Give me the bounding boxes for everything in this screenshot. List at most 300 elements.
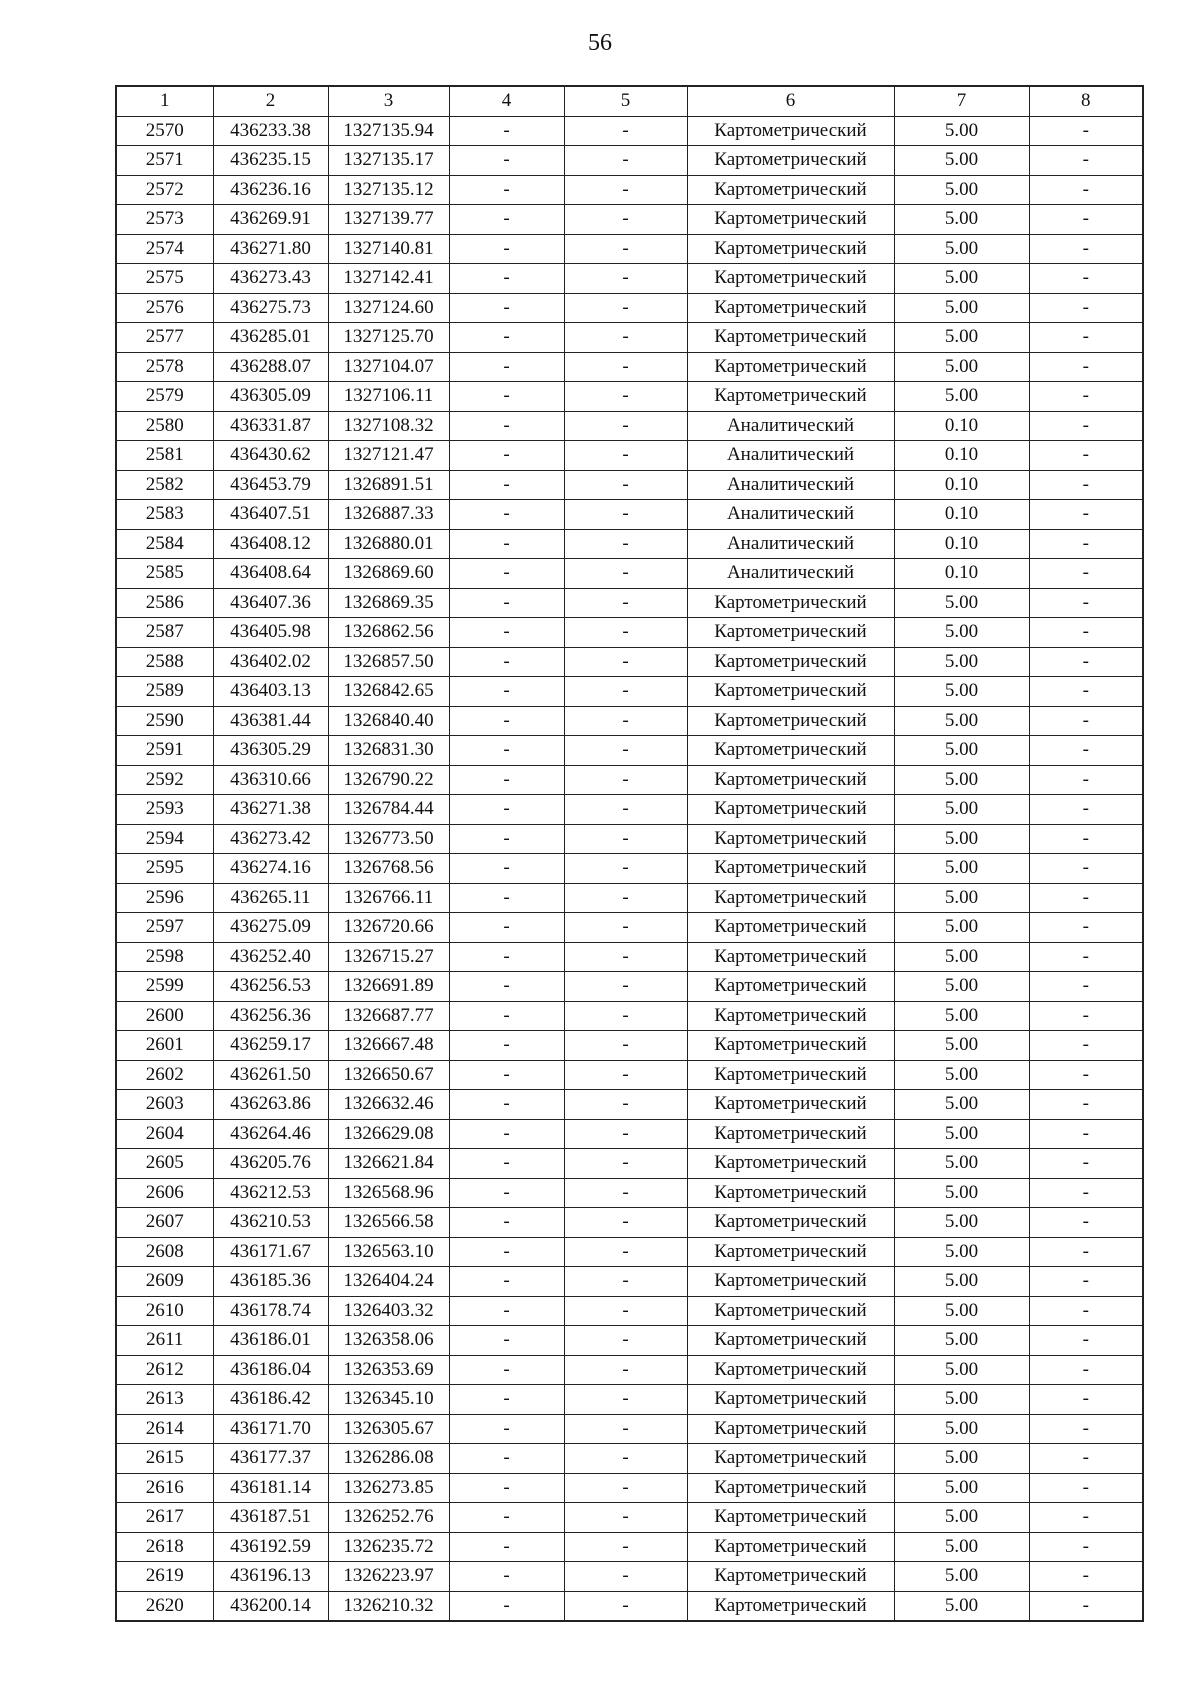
y-coordinate-cell: 1326773.50 [328,824,449,854]
x-coordinate-cell: 436212.53 [213,1178,328,1208]
y-coordinate-cell: 1326667.48 [328,1031,449,1061]
accuracy-cell: 5.00 [894,323,1029,353]
table-body [116,116,1143,1621]
accuracy-cell: 0.10 [894,411,1029,441]
accuracy-cell: 5.00 [894,1532,1029,1562]
col5-cell: - [564,736,687,766]
table-row [116,677,1143,707]
x-coordinate-cell: 436274.16 [213,854,328,884]
accuracy-cell: 5.00 [894,1503,1029,1533]
point-number-cell: 2602 [116,1060,213,1090]
col8-cell: - [1029,677,1143,707]
accuracy-cell: 5.00 [894,1208,1029,1238]
accuracy-cell: 5.00 [894,765,1029,795]
table-row [116,913,1143,943]
method-cell: Картометрический [687,824,894,854]
y-coordinate-cell: 1327104.07 [328,352,449,382]
y-coordinate-cell: 1326766.11 [328,883,449,913]
accuracy-cell: 5.00 [894,1326,1029,1356]
y-coordinate-cell: 1326869.35 [328,588,449,618]
col4-cell: - [449,1001,564,1031]
method-cell: Аналитический [687,559,894,589]
point-number-cell: 2603 [116,1090,213,1120]
point-number-cell: 2609 [116,1267,213,1297]
col5-cell: - [564,234,687,264]
col8-cell: - [1029,1562,1143,1592]
col5-cell: - [564,146,687,176]
col5-cell: - [564,1532,687,1562]
accuracy-cell: 5.00 [894,146,1029,176]
x-coordinate-cell: 436405.98 [213,618,328,648]
method-cell: Картометрический [687,854,894,884]
col4-cell: - [449,1414,564,1444]
col8-cell: - [1029,205,1143,235]
accuracy-cell: 5.00 [894,1090,1029,1120]
x-coordinate-cell: 436186.04 [213,1355,328,1385]
x-coordinate-cell: 436186.42 [213,1385,328,1415]
col4-cell: - [449,411,564,441]
point-number-cell: 2574 [116,234,213,264]
y-coordinate-cell: 1326223.97 [328,1562,449,1592]
table-row [116,1414,1143,1444]
col8-cell: - [1029,1267,1143,1297]
table-row [116,1562,1143,1592]
col4-cell: - [449,736,564,766]
table-row [116,1119,1143,1149]
col8-cell: - [1029,942,1143,972]
method-cell: Картометрический [687,175,894,205]
accuracy-cell: 5.00 [894,736,1029,766]
y-coordinate-cell: 1327142.41 [328,264,449,294]
table-row [116,854,1143,884]
col5-cell: - [564,588,687,618]
table-header-row [116,86,1143,116]
table-row [116,1060,1143,1090]
table-row [116,559,1143,589]
x-coordinate-cell: 436403.13 [213,677,328,707]
point-number-cell: 2592 [116,765,213,795]
column-header: 1 [116,86,213,116]
x-coordinate-cell: 436171.67 [213,1237,328,1267]
accuracy-cell: 5.00 [894,1414,1029,1444]
y-coordinate-cell: 1327140.81 [328,234,449,264]
col5-cell: - [564,264,687,294]
x-coordinate-cell: 436310.66 [213,765,328,795]
col5-cell: - [564,529,687,559]
point-number-cell: 2589 [116,677,213,707]
table-row [116,1001,1143,1031]
accuracy-cell: 5.00 [894,382,1029,412]
col8-cell: - [1029,1385,1143,1415]
col5-cell: - [564,116,687,146]
col8-cell: - [1029,1119,1143,1149]
col4-cell: - [449,1532,564,1562]
x-coordinate-cell: 436259.17 [213,1031,328,1061]
table-row [116,234,1143,264]
point-number-cell: 2599 [116,972,213,1002]
y-coordinate-cell: 1327139.77 [328,205,449,235]
y-coordinate-cell: 1326568.96 [328,1178,449,1208]
accuracy-cell: 5.00 [894,1444,1029,1474]
col5-cell: - [564,1031,687,1061]
col4-cell: - [449,1562,564,1592]
table-row [116,1031,1143,1061]
method-cell: Картометрический [687,264,894,294]
method-cell: Картометрический [687,1532,894,1562]
col4-cell: - [449,795,564,825]
y-coordinate-cell: 1326235.72 [328,1532,449,1562]
method-cell: Картометрический [687,706,894,736]
method-cell: Картометрический [687,293,894,323]
point-number-cell: 2570 [116,116,213,146]
x-coordinate-cell: 436233.38 [213,116,328,146]
col5-cell: - [564,1119,687,1149]
table-row [116,1267,1143,1297]
col4-cell: - [449,1296,564,1326]
y-coordinate-cell: 1326566.58 [328,1208,449,1238]
x-coordinate-cell: 436261.50 [213,1060,328,1090]
col4-cell: - [449,146,564,176]
col5-cell: - [564,500,687,530]
column-header: 5 [564,86,687,116]
table-row [116,411,1143,441]
point-number-cell: 2577 [116,323,213,353]
col5-cell: - [564,706,687,736]
table-row [116,1444,1143,1474]
col8-cell: - [1029,588,1143,618]
x-coordinate-cell: 436205.76 [213,1149,328,1179]
col4-cell: - [449,1149,564,1179]
col5-cell: - [564,323,687,353]
method-cell: Аналитический [687,411,894,441]
col5-cell: - [564,1178,687,1208]
table-row [116,1149,1143,1179]
accuracy-cell: 5.00 [894,972,1029,1002]
col8-cell: - [1029,1001,1143,1031]
method-cell: Картометрический [687,618,894,648]
y-coordinate-cell: 1326887.33 [328,500,449,530]
y-coordinate-cell: 1326831.30 [328,736,449,766]
col8-cell: - [1029,293,1143,323]
col4-cell: - [449,913,564,943]
accuracy-cell: 5.00 [894,706,1029,736]
y-coordinate-cell: 1326790.22 [328,765,449,795]
accuracy-cell: 5.00 [894,1031,1029,1061]
accuracy-cell: 0.10 [894,529,1029,559]
accuracy-cell: 0.10 [894,500,1029,530]
table-row [116,293,1143,323]
x-coordinate-cell: 436271.38 [213,795,328,825]
col5-cell: - [564,854,687,884]
col8-cell: - [1029,559,1143,589]
accuracy-cell: 5.00 [894,116,1029,146]
x-coordinate-cell: 436305.29 [213,736,328,766]
col5-cell: - [564,883,687,913]
col4-cell: - [449,1060,564,1090]
y-coordinate-cell: 1327125.70 [328,323,449,353]
col8-cell: - [1029,1503,1143,1533]
column-header: 4 [449,86,564,116]
col8-cell: - [1029,1031,1143,1061]
method-cell: Аналитический [687,529,894,559]
x-coordinate-cell: 436252.40 [213,942,328,972]
table-row [116,942,1143,972]
method-cell: Картометрический [687,1473,894,1503]
x-coordinate-cell: 436256.36 [213,1001,328,1031]
col8-cell: - [1029,1149,1143,1179]
column-header: 7 [894,86,1029,116]
accuracy-cell: 5.00 [894,1296,1029,1326]
point-number-cell: 2595 [116,854,213,884]
col5-cell: - [564,1237,687,1267]
col4-cell: - [449,264,564,294]
col5-cell: - [564,382,687,412]
y-coordinate-cell: 1327135.12 [328,175,449,205]
col5-cell: - [564,795,687,825]
col4-cell: - [449,588,564,618]
accuracy-cell: 5.00 [894,1267,1029,1297]
col8-cell: - [1029,1208,1143,1238]
point-number-cell: 2619 [116,1562,213,1592]
x-coordinate-cell: 436265.11 [213,883,328,913]
col5-cell: - [564,441,687,471]
col5-cell: - [564,618,687,648]
point-number-cell: 2581 [116,441,213,471]
y-coordinate-cell: 1326840.40 [328,706,449,736]
point-number-cell: 2590 [116,706,213,736]
col5-cell: - [564,293,687,323]
x-coordinate-cell: 436407.36 [213,588,328,618]
method-cell: Картометрический [687,323,894,353]
point-number-cell: 2605 [116,1149,213,1179]
col8-cell: - [1029,529,1143,559]
point-number-cell: 2615 [116,1444,213,1474]
col8-cell: - [1029,470,1143,500]
y-coordinate-cell: 1326404.24 [328,1267,449,1297]
method-cell: Картометрический [687,1355,894,1385]
x-coordinate-cell: 436192.59 [213,1532,328,1562]
table-row [116,323,1143,353]
col4-cell: - [449,1208,564,1238]
col8-cell: - [1029,1473,1143,1503]
accuracy-cell: 0.10 [894,470,1029,500]
method-cell: Картометрический [687,1060,894,1090]
col4-cell: - [449,175,564,205]
x-coordinate-cell: 436200.14 [213,1591,328,1621]
col5-cell: - [564,1060,687,1090]
point-number-cell: 2579 [116,382,213,412]
y-coordinate-cell: 1326880.01 [328,529,449,559]
accuracy-cell: 5.00 [894,1562,1029,1592]
method-cell: Картометрический [687,677,894,707]
col5-cell: - [564,352,687,382]
col4-cell: - [449,883,564,913]
accuracy-cell: 5.00 [894,1178,1029,1208]
point-number-cell: 2607 [116,1208,213,1238]
table-row [116,883,1143,913]
accuracy-cell: 5.00 [894,205,1029,235]
y-coordinate-cell: 1327135.17 [328,146,449,176]
column-header: 3 [328,86,449,116]
page-number: 56 [588,30,612,56]
col8-cell: - [1029,765,1143,795]
point-number-cell: 2572 [116,175,213,205]
x-coordinate-cell: 436264.46 [213,1119,328,1149]
col4-cell: - [449,1591,564,1621]
col8-cell: - [1029,382,1143,412]
col8-cell: - [1029,824,1143,854]
x-coordinate-cell: 436275.73 [213,293,328,323]
col5-cell: - [564,559,687,589]
point-number-cell: 2620 [116,1591,213,1621]
table-row [116,736,1143,766]
point-number-cell: 2580 [116,411,213,441]
accuracy-cell: 5.00 [894,175,1029,205]
method-cell: Картометрический [687,1444,894,1474]
col5-cell: - [564,647,687,677]
col8-cell: - [1029,883,1143,913]
point-number-cell: 2614 [116,1414,213,1444]
y-coordinate-cell: 1327108.32 [328,411,449,441]
col8-cell: - [1029,647,1143,677]
col8-cell: - [1029,1444,1143,1474]
y-coordinate-cell: 1326632.46 [328,1090,449,1120]
x-coordinate-cell: 436187.51 [213,1503,328,1533]
method-cell: Картометрический [687,1503,894,1533]
accuracy-cell: 5.00 [894,1385,1029,1415]
col8-cell: - [1029,1355,1143,1385]
accuracy-cell: 5.00 [894,1001,1029,1031]
method-cell: Картометрический [687,1149,894,1179]
table-row [116,116,1143,146]
y-coordinate-cell: 1326563.10 [328,1237,449,1267]
col5-cell: - [564,1001,687,1031]
method-cell: Картометрический [687,942,894,972]
x-coordinate-cell: 436185.36 [213,1267,328,1297]
col4-cell: - [449,352,564,382]
col8-cell: - [1029,1237,1143,1267]
point-number-cell: 2588 [116,647,213,677]
method-cell: Картометрический [687,1178,894,1208]
col4-cell: - [449,559,564,589]
method-cell: Картометрический [687,972,894,1002]
table-row [116,1473,1143,1503]
col8-cell: - [1029,972,1143,1002]
point-number-cell: 2584 [116,529,213,559]
method-cell: Картометрический [687,1031,894,1061]
col8-cell: - [1029,736,1143,766]
col4-cell: - [449,205,564,235]
col8-cell: - [1029,1090,1143,1120]
column-header: 6 [687,86,894,116]
col4-cell: - [449,1119,564,1149]
col4-cell: - [449,706,564,736]
col4-cell: - [449,1178,564,1208]
method-cell: Картометрический [687,1385,894,1415]
table-row [116,647,1143,677]
table-row [116,1237,1143,1267]
accuracy-cell: 5.00 [894,264,1029,294]
table-row [116,1355,1143,1385]
col5-cell: - [564,1385,687,1415]
col8-cell: - [1029,1296,1143,1326]
x-coordinate-cell: 436171.70 [213,1414,328,1444]
y-coordinate-cell: 1326353.69 [328,1355,449,1385]
x-coordinate-cell: 436273.43 [213,264,328,294]
y-coordinate-cell: 1327135.94 [328,116,449,146]
method-cell: Аналитический [687,470,894,500]
method-cell: Картометрический [687,647,894,677]
accuracy-cell: 5.00 [894,913,1029,943]
method-cell: Картометрический [687,1119,894,1149]
point-number-cell: 2596 [116,883,213,913]
point-number-cell: 2617 [116,1503,213,1533]
table-row [116,352,1143,382]
point-number-cell: 2587 [116,618,213,648]
col4-cell: - [449,293,564,323]
accuracy-cell: 5.00 [894,1473,1029,1503]
col4-cell: - [449,1031,564,1061]
accuracy-cell: 5.00 [894,293,1029,323]
col4-cell: - [449,470,564,500]
x-coordinate-cell: 436256.53 [213,972,328,1002]
x-coordinate-cell: 436196.13 [213,1562,328,1592]
method-cell: Картометрический [687,913,894,943]
accuracy-cell: 5.00 [894,1355,1029,1385]
y-coordinate-cell: 1326869.60 [328,559,449,589]
table-row [116,175,1143,205]
col8-cell: - [1029,1326,1143,1356]
table-row [116,795,1143,825]
point-number-cell: 2601 [116,1031,213,1061]
point-number-cell: 2612 [116,1355,213,1385]
y-coordinate-cell: 1327121.47 [328,441,449,471]
accuracy-cell: 5.00 [894,883,1029,913]
col8-cell: - [1029,706,1143,736]
point-number-cell: 2598 [116,942,213,972]
y-coordinate-cell: 1326862.56 [328,618,449,648]
y-coordinate-cell: 1326784.44 [328,795,449,825]
x-coordinate-cell: 436285.01 [213,323,328,353]
table-row [116,1178,1143,1208]
method-cell: Картометрический [687,234,894,264]
method-cell: Картометрический [687,1237,894,1267]
method-cell: Аналитический [687,441,894,471]
col4-cell: - [449,116,564,146]
col4-cell: - [449,854,564,884]
accuracy-cell: 0.10 [894,441,1029,471]
table-row [116,529,1143,559]
point-number-cell: 2582 [116,470,213,500]
table-row [116,765,1143,795]
x-coordinate-cell: 436271.80 [213,234,328,264]
accuracy-cell: 0.10 [894,559,1029,589]
col4-cell: - [449,1444,564,1474]
col4-cell: - [449,1355,564,1385]
col4-cell: - [449,441,564,471]
col4-cell: - [449,529,564,559]
y-coordinate-cell: 1326768.56 [328,854,449,884]
method-cell: Картометрический [687,1591,894,1621]
col5-cell: - [564,1326,687,1356]
col8-cell: - [1029,1591,1143,1621]
x-coordinate-cell: 436177.37 [213,1444,328,1474]
accuracy-cell: 5.00 [894,1591,1029,1621]
accuracy-cell: 5.00 [894,588,1029,618]
method-cell: Картометрический [687,736,894,766]
accuracy-cell: 5.00 [894,854,1029,884]
col8-cell: - [1029,234,1143,264]
